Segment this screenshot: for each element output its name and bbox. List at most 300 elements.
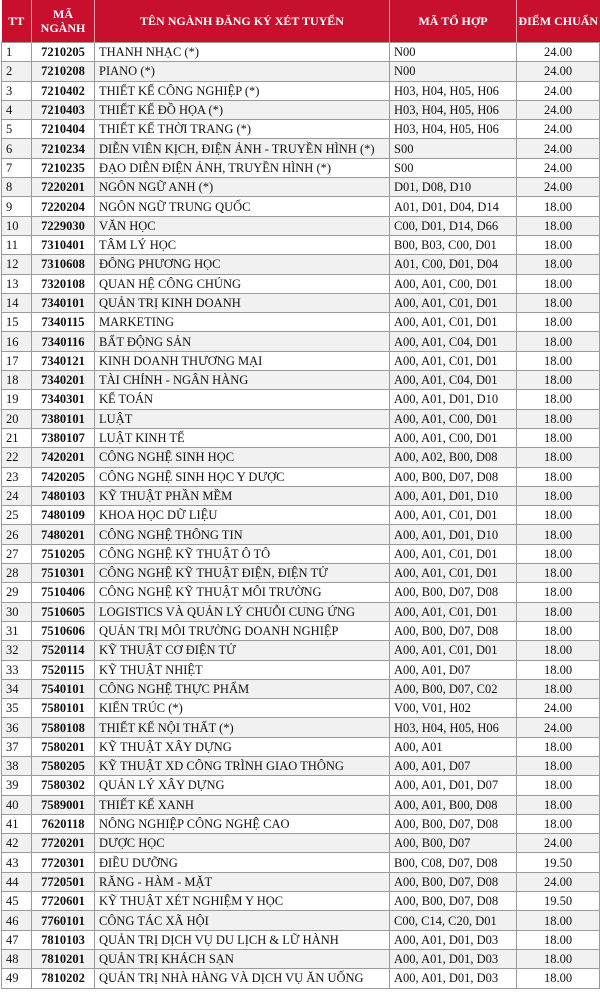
table-row [2, 139, 600, 158]
combination-code: A00, A01, B00, D08 [390, 795, 517, 814]
major-name: QUẢN TRỊ NHÀ HÀNG VÀ DỊCH VỤ ĂN UỐNG [95, 969, 390, 988]
table-row [2, 313, 600, 332]
table-row [2, 409, 600, 428]
cutoff-score: 18.00 [517, 332, 600, 351]
cutoff-score: 24.00 [517, 699, 600, 718]
major-code: 7480109 [32, 506, 95, 525]
major-name: NÔNG NGHIỆP CÔNG NGHỆ CAO [95, 814, 390, 833]
combination-code: A00, B00, D07, D08 [390, 892, 517, 911]
major-code: 7510205 [32, 544, 95, 563]
table-row [2, 892, 600, 911]
cutoff-score: 18.00 [517, 216, 600, 235]
major-name: CÔNG NGHỆ SINH HỌC [95, 448, 390, 467]
row-number: 13 [2, 274, 32, 293]
combination-code: A00, A01, D01, D03 [390, 949, 517, 968]
major-name: PIANO (*) [95, 62, 390, 81]
combination-code: A00, B00, D07, D08 [390, 583, 517, 602]
combination-code: A00, A01, C01, D01 [390, 564, 517, 583]
table-row [2, 679, 600, 698]
combination-code: A00, A01, D01, D10 [390, 486, 517, 505]
combination-code: A00, A01, D01, D10 [390, 525, 517, 544]
cutoff-score: 18.00 [517, 969, 600, 988]
combination-code: A00, B00, D07, D08 [390, 621, 517, 640]
cutoff-score: 18.00 [517, 930, 600, 949]
row-number: 24 [2, 486, 32, 505]
major-code: 7540101 [32, 679, 95, 698]
combination-code: A00, A02, B00, D08 [390, 448, 517, 467]
major-name: KỸ THUẬT CƠ ĐIỆN TỬ [95, 641, 390, 660]
combination-code: A00, B00, D07, D08 [390, 467, 517, 486]
table-row [2, 911, 600, 930]
table-row [2, 795, 600, 814]
table-row [2, 467, 600, 486]
row-number: 48 [2, 949, 32, 968]
combination-code: A00, A01, C00, D01 [390, 428, 517, 447]
combination-code: A00, A01, C00, D01 [390, 409, 517, 428]
major-code: 7340301 [32, 390, 95, 409]
major-code: 7810202 [32, 969, 95, 988]
combination-code: B00, C08, D07, D08 [390, 853, 517, 872]
combination-code: A00, A01, C01, D01 [390, 293, 517, 312]
major-name: KỸ THUẬT PHẦN MỀM [95, 486, 390, 505]
major-name: KHOA HỌC DỮ LIỆU [95, 506, 390, 525]
major-name: CÔNG NGHỆ THÔNG TIN [95, 525, 390, 544]
combination-code: V00, V01, H02 [390, 699, 517, 718]
major-code: 7510605 [32, 602, 95, 621]
major-name: KỸ THUẬT XÂY DỰNG [95, 737, 390, 756]
row-number: 17 [2, 351, 32, 370]
cutoff-score: 18.00 [517, 621, 600, 640]
major-name: THIẾT KẾ NỘI THẤT (*) [95, 718, 390, 737]
table-row [2, 62, 600, 81]
major-name: QUẢN TRỊ KHÁCH SẠN [95, 949, 390, 968]
cutoff-score: 24.00 [517, 834, 600, 853]
row-number: 7 [2, 158, 32, 177]
row-number: 9 [2, 197, 32, 216]
major-name: TÂM LÝ HỌC [95, 235, 390, 254]
cutoff-score: 18.00 [517, 506, 600, 525]
row-number: 46 [2, 911, 32, 930]
combination-code: H03, H04, H05, H06 [390, 718, 517, 737]
row-number: 37 [2, 737, 32, 756]
combination-code: A00, A01, C01, D01 [390, 641, 517, 660]
admission-score-table [1, 0, 600, 989]
cutoff-score: 24.00 [517, 178, 600, 197]
cutoff-score: 18.00 [517, 390, 600, 409]
combination-code: N00 [390, 62, 517, 81]
major-code: 7510606 [32, 621, 95, 640]
combination-code: A00, A01, D01, D10 [390, 390, 517, 409]
table-row [2, 293, 600, 312]
major-code: 7720301 [32, 853, 95, 872]
combination-code: A00, B00, D07, D08 [390, 872, 517, 891]
row-number: 22 [2, 448, 32, 467]
major-name: CÔNG TÁC XÃ HỘI [95, 911, 390, 930]
cutoff-score: 18.00 [517, 255, 600, 274]
cutoff-score: 18.00 [517, 795, 600, 814]
row-number: 45 [2, 892, 32, 911]
major-code: 7580108 [32, 718, 95, 737]
cutoff-score: 18.00 [517, 274, 600, 293]
major-code: 7760101 [32, 911, 95, 930]
table-row [2, 814, 600, 833]
cutoff-score: 18.00 [517, 467, 600, 486]
cutoff-score: 18.00 [517, 602, 600, 621]
cutoff-score: 19.50 [517, 853, 600, 872]
row-number: 14 [2, 293, 32, 312]
major-name: VĂN HỌC [95, 216, 390, 235]
table-row [2, 506, 600, 525]
cutoff-score: 18.00 [517, 235, 600, 254]
table-row [2, 486, 600, 505]
cutoff-score: 18.00 [517, 428, 600, 447]
row-number: 43 [2, 853, 32, 872]
row-number: 10 [2, 216, 32, 235]
cutoff-score: 18.00 [517, 371, 600, 390]
major-code: 7310608 [32, 255, 95, 274]
major-code: 7380101 [32, 409, 95, 428]
row-number: 4 [2, 100, 32, 119]
major-name: MARKETING [95, 313, 390, 332]
combination-code: A01, D01, D04, D14 [390, 197, 517, 216]
table-row [2, 776, 600, 795]
major-name: THIẾT KẾ XANH [95, 795, 390, 814]
table-row [2, 371, 600, 390]
row-number: 41 [2, 814, 32, 833]
major-name: TÀI CHÍNH - NGÂN HÀNG [95, 371, 390, 390]
major-name: CÔNG NGHỆ SINH HỌC Y DƯỢC [95, 467, 390, 486]
row-number: 28 [2, 564, 32, 583]
combination-code: A00, A01, D01, D03 [390, 930, 517, 949]
cutoff-score: 24.00 [517, 100, 600, 119]
table-row [2, 351, 600, 370]
cutoff-score: 18.00 [517, 564, 600, 583]
cutoff-score: 18.00 [517, 351, 600, 370]
major-code: 7210208 [32, 62, 95, 81]
table-row [2, 834, 600, 853]
row-number: 26 [2, 525, 32, 544]
row-number: 32 [2, 641, 32, 660]
cutoff-score: 24.00 [517, 81, 600, 100]
major-code: 7720501 [32, 872, 95, 891]
table-row [2, 235, 600, 254]
major-name: LOGISTICS VÀ QUẢN LÝ CHUỖI CUNG ỨNG [95, 602, 390, 621]
major-name: KIẾN TRÚC (*) [95, 699, 390, 718]
row-number: 8 [2, 178, 32, 197]
combination-code: C00, C14, C20, D01 [390, 911, 517, 930]
cutoff-score: 18.00 [517, 641, 600, 660]
cutoff-score: 24.00 [517, 139, 600, 158]
major-name: QUẢN TRỊ MÔI TRƯỜNG DOANH NGHIỆP [95, 621, 390, 640]
major-name: THIẾT KẾ CÔNG NGHIỆP (*) [95, 81, 390, 100]
cutoff-score: 18.00 [517, 486, 600, 505]
major-name: NGÔN NGỮ ANH (*) [95, 178, 390, 197]
row-number: 6 [2, 139, 32, 158]
major-code: 7210404 [32, 120, 95, 139]
table-row [2, 448, 600, 467]
combination-code: A00, A01, D01, D03 [390, 969, 517, 988]
combination-code: A00, A01, C01, D01 [390, 313, 517, 332]
table-row [2, 43, 600, 62]
major-name: QUAN HỆ CÔNG CHÚNG [95, 274, 390, 293]
combination-code: A01, C00, D01, D04 [390, 255, 517, 274]
major-code: 7580101 [32, 699, 95, 718]
major-code: 7720601 [32, 892, 95, 911]
row-number: 34 [2, 679, 32, 698]
major-name: CÔNG NGHỆ KỸ THUẬT ĐIỆN, ĐIỆN TỬ [95, 564, 390, 583]
table-header [2, 0, 600, 43]
header-row [2, 0, 600, 43]
table-row [2, 81, 600, 100]
table-row [2, 544, 600, 563]
row-number: 35 [2, 699, 32, 718]
combination-code: A00, A01, C01, D01 [390, 602, 517, 621]
cutoff-score: 19.50 [517, 892, 600, 911]
table-row [2, 255, 600, 274]
major-name: KỸ THUẬT NHIỆT [95, 660, 390, 679]
header-major-name: TÊN NGÀNH ĐĂNG KÝ XÉT TUYỂN [95, 0, 390, 43]
combination-code: A00, B00, D07, D08 [390, 814, 517, 833]
row-number: 29 [2, 583, 32, 602]
major-name: LUẬT KINH TẾ [95, 428, 390, 447]
cutoff-score: 18.00 [517, 313, 600, 332]
major-name: THIẾT KẾ THỜI TRANG (*) [95, 120, 390, 139]
table-row [2, 949, 600, 968]
cutoff-score: 24.00 [517, 872, 600, 891]
major-name: BẤT ĐỘNG SẢN [95, 332, 390, 351]
major-name: DƯỢC HỌC [95, 834, 390, 853]
row-number: 33 [2, 660, 32, 679]
major-code: 7320108 [32, 274, 95, 293]
major-name: CÔNG NGHỆ KỸ THUẬT MÔI TRƯỜNG [95, 583, 390, 602]
table-row [2, 216, 600, 235]
row-number: 25 [2, 506, 32, 525]
table-row [2, 100, 600, 119]
row-number: 5 [2, 120, 32, 139]
major-name: QUẢN TRỊ DỊCH VỤ DU LỊCH & LỮ HÀNH [95, 930, 390, 949]
combination-code: S00 [390, 139, 517, 158]
combination-code: A00, A01, C04, D01 [390, 332, 517, 351]
cutoff-score: 18.00 [517, 756, 600, 775]
major-code: 7580205 [32, 756, 95, 775]
major-code: 7210205 [32, 43, 95, 62]
row-number: 49 [2, 969, 32, 988]
major-code: 7340116 [32, 332, 95, 351]
major-code: 7229030 [32, 216, 95, 235]
row-number: 3 [2, 81, 32, 100]
table-row [2, 641, 600, 660]
major-code: 7580302 [32, 776, 95, 795]
major-code: 7720201 [32, 834, 95, 853]
cutoff-score: 24.00 [517, 62, 600, 81]
combination-code: A00, A01 [390, 737, 517, 756]
cutoff-score: 18.00 [517, 197, 600, 216]
combination-code: S00 [390, 158, 517, 177]
cutoff-score: 24.00 [517, 43, 600, 62]
row-number: 38 [2, 756, 32, 775]
table-row [2, 853, 600, 872]
table-row [2, 158, 600, 177]
cutoff-score: 18.00 [517, 409, 600, 428]
table-row [2, 274, 600, 293]
combination-code: A00, A01, C01, D01 [390, 544, 517, 563]
major-code: 7520114 [32, 641, 95, 660]
table-row [2, 621, 600, 640]
cutoff-score: 18.00 [517, 448, 600, 467]
combination-code: D01, D08, D10 [390, 178, 517, 197]
major-code: 7340201 [32, 371, 95, 390]
table-row [2, 583, 600, 602]
cutoff-score: 18.00 [517, 911, 600, 930]
major-code: 7340115 [32, 313, 95, 332]
table-row [2, 332, 600, 351]
major-name: ĐÔNG PHƯƠNG HỌC [95, 255, 390, 274]
table-row [2, 718, 600, 737]
row-number: 21 [2, 428, 32, 447]
major-code: 7510406 [32, 583, 95, 602]
combination-code: A00, B00, D07 [390, 834, 517, 853]
row-number: 31 [2, 621, 32, 640]
major-code: 7210402 [32, 81, 95, 100]
combination-code: A00, A01, D01, D07 [390, 776, 517, 795]
major-code: 7420205 [32, 467, 95, 486]
major-name: CÔNG NGHỆ THỰC PHẨM [95, 679, 390, 698]
major-code: 7220204 [32, 197, 95, 216]
major-name: KINH DOANH THƯƠNG MẠI [95, 351, 390, 370]
table-row [2, 390, 600, 409]
major-code: 7340121 [32, 351, 95, 370]
row-number: 18 [2, 371, 32, 390]
major-code: 7340101 [32, 293, 95, 312]
major-code: 7220201 [32, 178, 95, 197]
row-number: 39 [2, 776, 32, 795]
table-row [2, 872, 600, 891]
major-name: QUẢN TRỊ KINH DOANH [95, 293, 390, 312]
row-number: 36 [2, 718, 32, 737]
table-row [2, 525, 600, 544]
major-code: 7210403 [32, 100, 95, 119]
header-major-code: MÃ NGÀNH [32, 0, 95, 43]
cutoff-score: 18.00 [517, 949, 600, 968]
major-name: QUẢN LÝ XÂY DỰNG [95, 776, 390, 795]
row-number: 44 [2, 872, 32, 891]
major-name: DIỄN VIÊN KỊCH, ĐIỆN ẢNH - TRUYỀN HÌNH (*) [95, 139, 390, 158]
major-code: 7810201 [32, 949, 95, 968]
table-row [2, 564, 600, 583]
header-combination-code: MÃ TỔ HỢP [390, 0, 517, 43]
table-row [2, 969, 600, 988]
combination-code: N00 [390, 43, 517, 62]
cutoff-score: 18.00 [517, 583, 600, 602]
cutoff-score: 18.00 [517, 293, 600, 312]
combination-code: H03, H04, H05, H06 [390, 100, 517, 119]
table-row [2, 660, 600, 679]
row-number: 1 [2, 43, 32, 62]
major-code: 7510301 [32, 564, 95, 583]
combination-code: A00, A01, D07 [390, 660, 517, 679]
cutoff-score: 18.00 [517, 814, 600, 833]
major-code: 7380107 [32, 428, 95, 447]
combination-code: H03, H04, H05, H06 [390, 120, 517, 139]
cutoff-score: 24.00 [517, 718, 600, 737]
row-number: 27 [2, 544, 32, 563]
cutoff-score: 18.00 [517, 544, 600, 563]
major-name: THIẾT KẾ ĐỒ HỌA (*) [95, 100, 390, 119]
major-code: 7480103 [32, 486, 95, 505]
major-code: 7480201 [32, 525, 95, 544]
row-number: 2 [2, 62, 32, 81]
major-code: 7210235 [32, 158, 95, 177]
table-body [2, 43, 600, 989]
cutoff-score: 18.00 [517, 525, 600, 544]
major-name: THANH NHẠC (*) [95, 43, 390, 62]
combination-code: B00, B03, C00, D01 [390, 235, 517, 254]
cutoff-score: 18.00 [517, 660, 600, 679]
combination-code: A00, A01, D07 [390, 756, 517, 775]
major-code: 7589001 [32, 795, 95, 814]
row-number: 20 [2, 409, 32, 428]
row-number: 19 [2, 390, 32, 409]
row-number: 16 [2, 332, 32, 351]
table-row [2, 756, 600, 775]
major-code: 7580201 [32, 737, 95, 756]
major-name: CÔNG NGHỆ KỸ THUẬT Ô TÔ [95, 544, 390, 563]
combination-code: C00, D01, D14, D66 [390, 216, 517, 235]
combination-code: A00, A01, C01, D01 [390, 506, 517, 525]
cutoff-score: 24.00 [517, 120, 600, 139]
combination-code: A00, A01, C00, D01 [390, 274, 517, 293]
major-code: 7810103 [32, 930, 95, 949]
combination-code: A00, B00, D07, C02 [390, 679, 517, 698]
row-number: 23 [2, 467, 32, 486]
major-name: KỸ THUẬT XD CÔNG TRÌNH GIAO THÔNG [95, 756, 390, 775]
table-row [2, 428, 600, 447]
major-code: 7210234 [32, 139, 95, 158]
row-number: 30 [2, 602, 32, 621]
major-code: 7420201 [32, 448, 95, 467]
table-row [2, 178, 600, 197]
row-number: 42 [2, 834, 32, 853]
table-row [2, 737, 600, 756]
combination-code: A00, A01, C01, D01 [390, 351, 517, 370]
header-cutoff-score: ĐIỂM CHUẨN [517, 0, 600, 43]
row-number: 12 [2, 255, 32, 274]
major-name: LUẬT [95, 409, 390, 428]
table-row [2, 197, 600, 216]
cutoff-score: 18.00 [517, 679, 600, 698]
major-code: 7620118 [32, 814, 95, 833]
table-row [2, 602, 600, 621]
row-number: 40 [2, 795, 32, 814]
table-row [2, 120, 600, 139]
combination-code: H03, H04, H05, H06 [390, 81, 517, 100]
cutoff-score: 18.00 [517, 776, 600, 795]
major-name: KỸ THUẬT XÉT NGHIỆM Y HỌC [95, 892, 390, 911]
major-code: 7310401 [32, 235, 95, 254]
major-code: 7520115 [32, 660, 95, 679]
major-name: ĐIỀU DƯỠNG [95, 853, 390, 872]
major-name: KẾ TOÁN [95, 390, 390, 409]
major-name: NGÔN NGỮ TRUNG QUỐC [95, 197, 390, 216]
combination-code: A00, A01, C04, D01 [390, 371, 517, 390]
major-name: RĂNG - HÀM - MẶT [95, 872, 390, 891]
row-number: 47 [2, 930, 32, 949]
row-number: 15 [2, 313, 32, 332]
major-name: ĐẠO DIỄN ĐIỆN ẢNH, TRUYỀN HÌNH (*) [95, 158, 390, 177]
table-row [2, 930, 600, 949]
cutoff-score: 24.00 [517, 158, 600, 177]
cutoff-score: 18.00 [517, 737, 600, 756]
